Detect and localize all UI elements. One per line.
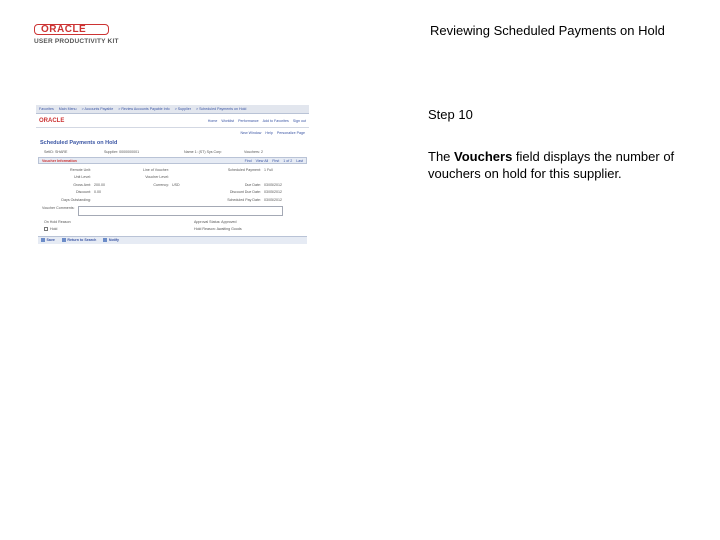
personalize-link[interactable]: Personalize Page (276, 131, 305, 135)
header-fields (36, 150, 309, 154)
approval-status: Approval Status: Approved (194, 219, 237, 224)
voucher-info-grid (36, 164, 309, 204)
setid-field: SetID: SHARE (44, 150, 68, 154)
supplier-field: Supplier: 0000000001 (104, 150, 140, 154)
page-utility-links (36, 128, 309, 138)
last-link[interactable]: Last (296, 158, 303, 163)
hold-checkbox-row[interactable] (44, 227, 194, 231)
return-icon (62, 238, 66, 242)
info-row: Days Outstanding: Scheduled Pay Date: 03/05/2012 (61, 197, 282, 202)
notify-icon (103, 238, 107, 242)
header-link-performance[interactable]: Performance (238, 118, 259, 123)
find-link[interactable]: Find (244, 158, 252, 163)
breadcrumb-item[interactable]: > Scheduled Payments on Hold (195, 107, 247, 111)
header-link-favorites[interactable]: Add to Favorites (262, 118, 289, 123)
hold-reason-heading: On Hold Reason (44, 219, 71, 224)
scroll-controls (245, 159, 303, 163)
header-link-home[interactable]: Home (207, 118, 218, 123)
breadcrumb-item[interactable]: Favorites (39, 107, 54, 111)
voucher-info-section-header (38, 157, 307, 164)
vouchers-field: Vouchers: 2 (244, 150, 263, 154)
new-window-link[interactable]: New Window (240, 131, 262, 135)
help-link[interactable]: Help (265, 131, 273, 135)
page-title: Scheduled Payments on Hold (40, 140, 118, 146)
upk-logo-subtitle: USER PRODUCTIVITY KIT (34, 38, 119, 45)
view-all-link[interactable]: View All (255, 158, 269, 163)
oracle-logo-text: ORACLE (41, 24, 87, 35)
row-counter: 1 of 2 (283, 158, 293, 163)
hold-checkbox[interactable] (44, 227, 48, 231)
step-number: Step 10 (428, 107, 473, 122)
oracle-logo-frame (34, 24, 109, 35)
breadcrumb-item[interactable]: Main Menu (58, 107, 77, 111)
document-title: Reviewing Scheduled Payments on Hold (430, 23, 665, 38)
breadcrumb-item[interactable]: > Accounts Payable (81, 107, 114, 111)
breadcrumb-item[interactable]: > Review Accounts Payable Info (118, 107, 170, 111)
header-link-signout[interactable]: Sign out (292, 118, 306, 123)
header-link-worklist[interactable]: Worklist (221, 118, 235, 123)
breadcrumb-item[interactable]: > Supplier (174, 107, 191, 111)
comments-textarea[interactable] (78, 206, 283, 216)
comments-label: Voucher Comments: (42, 205, 75, 210)
hold-checkbox-label: Hold (50, 226, 58, 231)
section-title: Voucher Information (42, 158, 77, 163)
info-row: Unit Level: Voucher Level: (74, 175, 169, 180)
step-description: The Vouchers field displays the number of vouchers on hold for this supplier. (428, 149, 675, 181)
toolbar (38, 236, 307, 244)
oracle-upk-logo (34, 24, 134, 45)
notify-button[interactable]: Notify (103, 238, 119, 242)
info-row: Discount: 0.00 Discount Due Date: 03/05/2012 (76, 190, 282, 195)
header-links (208, 119, 306, 123)
return-to-search-button[interactable]: Return to Search (62, 238, 96, 242)
info-row: Gross Amt: 200.00 Currency: USD Due Date: 03/05/2012 (73, 182, 282, 187)
peoplesoft-screenshot (36, 105, 309, 282)
voucher-comments (42, 206, 303, 216)
step-keyword: Vouchers (454, 149, 513, 164)
save-icon (41, 238, 45, 242)
name-field: Name 1: (ST) Sys Corp (184, 150, 222, 154)
info-row: Remote Unit: Line of Voucher: Scheduled Payment: 1 Full (70, 167, 273, 172)
hold-reason: Hold Reason: Awaiting Goods (194, 226, 242, 231)
breadcrumb (36, 105, 309, 114)
hold-info (36, 216, 309, 231)
first-link[interactable]: First (272, 158, 280, 163)
oracle-logo-small: ORACLE (39, 117, 65, 124)
save-button[interactable]: Save (41, 238, 55, 242)
app-header (36, 114, 309, 128)
